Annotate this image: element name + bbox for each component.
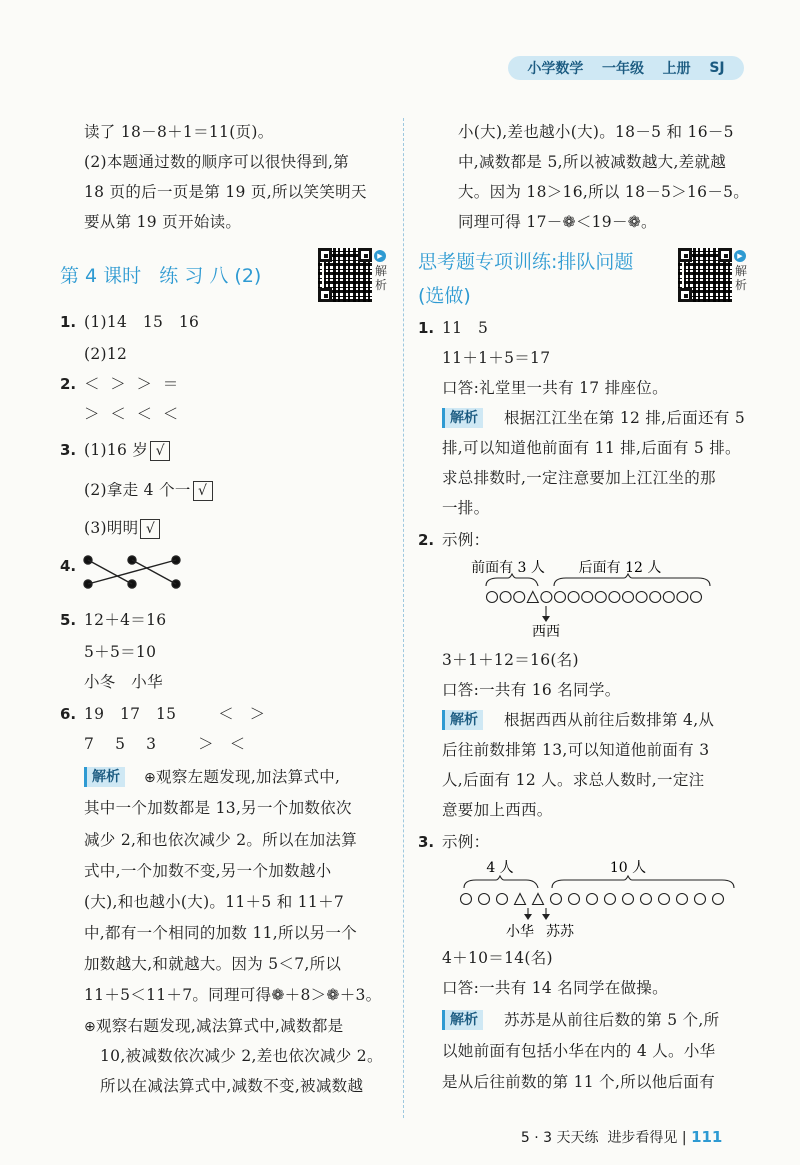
person-circle [551,894,562,905]
q6-analysis-line-4: 式中,一个加数不变,另一个加数越小 [84,862,332,880]
lesson-title: 第 4 课时 练 习 八 (2) [60,265,262,287]
qr-code-lesson[interactable] [318,248,372,302]
r2-analysis-line-2: 后往前数排第 13,可以知道他前面有 3 [442,741,710,759]
q6-analysis-line-1 [144,767,340,788]
person-triangle [533,894,544,905]
person-circle [595,592,606,603]
q2-line-2: ＞ ＜ ＜ ＜ [84,405,179,423]
q6-analysis-line-5: (大),和也越小(大)。11＋5 和 11＋7 [84,893,345,911]
r1-line-2: 11＋1＋5＝17 [442,349,551,367]
q6-analysis-text-1: 观察左题发现,加法算式中, [156,768,341,786]
r3-analysis-line-3: 是从后往前数的第 11 个,所以他后面有 [442,1073,716,1091]
person-circle [568,592,579,603]
q6-analysis-text-9: 观察右题发现,减法算式中,减数都是 [96,1017,344,1035]
r3-circles [461,894,724,905]
q3-item-2-text: (2)拿走 4 个一 [84,481,191,499]
q2-line-1: ＜ ＞ ＞ ＝ [84,375,179,393]
q6-analysis-line-11: 所以在减法算式中,减数不变,被减数越 [100,1077,364,1095]
q5-line-1: 12＋4＝16 [84,611,167,629]
q5-line-3: 小冬 小华 [84,673,163,691]
special-title-line-2: (选做) [418,285,471,307]
q6-line-1: 19 17 15 ＜ ＞ [84,705,266,723]
person-triangle [527,592,538,603]
person-circle [677,894,688,905]
r1-analysis-line-4: 一排。 [442,499,490,517]
right-top-line-4: 同理可得 17－❁＜19－❁。 [458,213,657,231]
person-circle [609,592,620,603]
r3-analysis-line-1: 苏苏是从前往后数的第 5 个,所 [504,1011,720,1029]
r2-analysis-line-4: 意要加上西西。 [442,801,553,819]
header-tag [508,56,744,80]
person-triangle [515,894,526,905]
plus-circle-icon: ⊕ [144,770,157,786]
q4-number: 4. [60,557,77,575]
match-line-2 [132,560,176,584]
r1-analysis-line-2: 排,可以知道他前面有 11 排,后面有 5 排。 [442,439,741,457]
q5-line-2: 5＋5＝10 [84,643,157,661]
special-title-line-1: 思考题专项训练:排队问题 [418,251,634,273]
person-circle [713,894,724,905]
r3-analysis-line-2: 以她前面有包括小华在内的 4 人。小华 [442,1042,716,1060]
person-circle [497,894,508,905]
q1-line-1: (1)14 15 16 [84,313,200,331]
grade-label: 一年级 [602,61,644,77]
r2-analysis-line-3: 人,后面有 12 人。求总人数时,一定注 [442,771,705,789]
qr-code-special[interactable] [678,248,732,302]
check-mark-icon: √ [193,481,213,501]
play-icon: ▶ [374,250,386,262]
person-circle [514,592,525,603]
check-mark-icon: √ [150,441,170,461]
play-icon: ▶ [734,250,746,262]
r3-example: 示例： [442,833,490,851]
person-circle [555,592,566,603]
left-top-line-3: 18 页的后一页是第 19 页,所以笑笑明天 [84,183,367,201]
q6-line-2: 7 5 3 ＞ ＜ [84,735,246,753]
q6-analysis-line-7: 加数越大,和就越大。因为 5＜7,所以 [84,955,342,973]
person-circle [677,592,688,603]
plus-circle-icon: ⊕ [84,1019,97,1035]
r2-number: 2. [418,531,435,549]
left-top-line-4: 要从第 19 页开始读。 [84,213,242,231]
r3-front-brace [464,876,538,888]
person-circle [487,592,498,603]
r1-line-3: 口答:礼堂里一共有 17 排座位。 [442,379,668,397]
person-circle [636,592,647,603]
right-top-line-2: 中,减数都是 5,所以被减数越大,差就越 [458,153,727,171]
q3-item-1 [84,440,170,461]
r2-example: 示例： [442,531,490,549]
person-circle [569,894,580,905]
person-circle [500,592,511,603]
person-circle [461,894,472,905]
person-circle [587,894,598,905]
r3-person2-label: 苏苏 [546,924,574,940]
right-top-line-3: 大。因为 18＞16,所以 18－5＞16－5。 [458,183,750,201]
analysis-tag: 解析 [442,408,483,428]
r3-back-label: 10 人 [609,860,647,876]
q6-analysis-line-3: 减少 2,和也依次减少 2。所以在加法算 [84,831,358,849]
footer-slogan: 进步看得见 [607,1130,678,1146]
r2-analysis-line-1: 根据西西从前往后数排第 4,从 [504,711,715,729]
r3-arrow-head-2 [542,914,550,920]
person-circle [605,894,616,905]
q3-item-3-text: (3)明明 [84,519,139,537]
person-circle [695,894,706,905]
r3-back-brace [552,876,734,888]
q1-number: 1. [60,313,77,331]
r3-front-label: 4 人 [486,860,514,876]
r1-line-1: 11 5 [442,319,489,337]
person-circle [650,592,661,603]
q5-number: 5. [60,611,77,629]
q3-item-3 [84,518,160,539]
analysis-tag: 解析 [442,1010,483,1030]
r2-front-label: 前面有 3 人 [471,560,545,576]
r3-number: 3. [418,833,435,851]
qr-label-special: 解析 [734,264,747,292]
person-circle [623,592,634,603]
r2-line-1: 3＋1＋12＝16(名) [442,651,579,669]
q3-item-2 [84,480,213,501]
qr-side-special [734,250,748,292]
q6-analysis-line-10: 10,被减数依次减少 2,差也依次减少 2。 [100,1047,383,1065]
qr-label-lesson: 解析 [374,264,387,292]
match-line-1 [88,560,132,584]
footer: 5 · 3 天天练 进步看得见 | 111 [520,1128,723,1146]
q6-analysis-line-9 [84,1016,344,1037]
person-circle [582,592,593,603]
r3-line-2: 口答:一共有 14 名同学在做操。 [442,979,668,997]
r3-person1-label: 小华 [506,924,534,940]
left-top-line-2: (2)本题通过数的顺序可以很快得到,第 [84,153,350,171]
q6-analysis-line-2: 其中一个加数都是 13,另一个加数依次 [84,799,352,817]
left-top-line-1: 读了 18－8＋1＝11(页)。 [84,123,274,141]
page-number: 111 [691,1128,723,1146]
r1-number: 1. [418,319,435,337]
person-circle [479,894,490,905]
person-circle [659,894,670,905]
person-circle [541,592,552,603]
r2-back-label: 后面有 12 人 [578,560,662,576]
r3-queue-diagram [456,856,746,940]
r1-analysis-line-1: 根据江江坐在第 12 排,后面还有 5 [504,409,745,427]
right-top-line-1: 小(大),差也越小(大)。18－5 和 16－5 [458,123,734,141]
r3-line-1: 4＋10＝14(名) [442,949,553,967]
q6-analysis-line-6: 中,都有一个相同的加数 11,所以另一个 [84,924,358,942]
check-mark-icon: √ [140,519,160,539]
analysis-tag: 解析 [442,710,483,730]
person-circle [663,592,674,603]
column-divider [403,118,404,1118]
q1-line-2: (2)12 [84,345,128,363]
r2-queue-diagram [471,556,720,640]
person-circle [641,894,652,905]
edition-label: SJ [709,60,725,76]
r2-line-2: 口答:一共有 16 名同学。 [442,681,621,699]
r2-arrow-head [542,616,550,622]
footer-brand: 5 · 3 天天练 [520,1130,599,1146]
volume-label: 上册 [662,61,691,77]
q4-matching-diagram [80,552,190,592]
r3-arrow-head-1 [524,914,532,920]
q6-analysis-line-8: 11＋5＜11＋7。同理可得❁＋8＞❁＋3。 [84,986,382,1004]
qr-side-lesson [374,250,388,292]
r2-person-label: 西西 [532,624,560,640]
r2-circles [487,592,702,603]
analysis-tag: 解析 [84,767,125,787]
series-label: 小学数学 [527,61,584,77]
q6-number: 6. [60,705,77,723]
q3-number: 3. [60,441,77,459]
person-circle [623,894,634,905]
q3-item-1-text: (1)16 岁 [84,441,149,459]
q2-number: 2. [60,375,77,393]
r1-analysis-line-3: 求总排数时,一定注意要加上江江坐的那 [442,469,716,487]
person-circle [691,592,702,603]
